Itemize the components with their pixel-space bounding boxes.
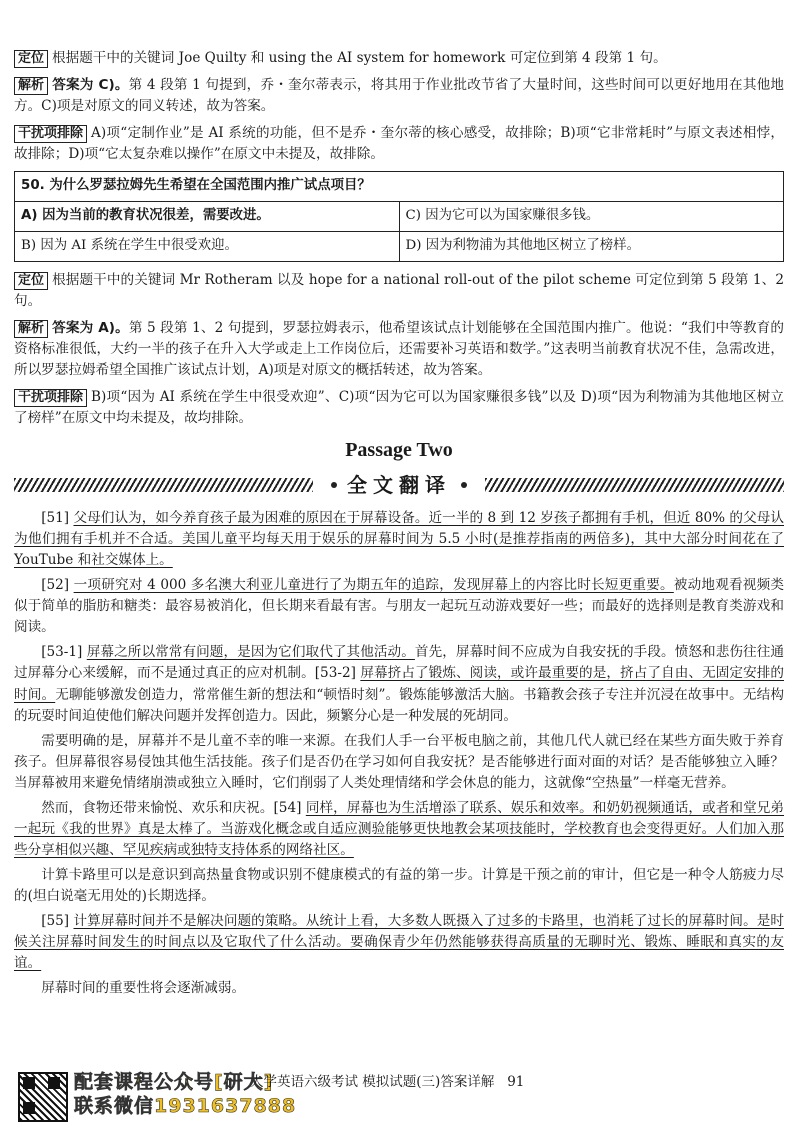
plain-text: 无聊能够激发创造力，常常催生新的想法和“顿悟时刻”。锻炼能够激活大脑。书籍教会孩子专注并沉浸在故事中。无结构的玩耍时间迫使他们解决问题并发挥创造力。因此，频繁分心是一种发展的死胡同。 <box>14 686 784 724</box>
watermark-line-2: 联系微信1931637888 <box>74 1095 297 1117</box>
q50-analysis <box>14 318 784 381</box>
plain-text: 首先，屏幕时间不应成为自我安抚的手段。愤怒和悲伤往往通过屏幕分心来缓解，而不是通过真正的应对机制。 <box>14 644 784 682</box>
option-b: B) 因为 AI 系统在学生中很受欢迎。 <box>15 231 400 261</box>
underlined-text: 计算屏幕时间并不是解决问题的策略。从统计上看，大多数人既摄入了过多的卡路里，也消耗了过长的屏幕时间。是时候关注屏幕时间发生的时间点以及它取代了什么活动。要确保青少年仍然能够获得高质量的无聊时光、锻炼、睡眠和真实的友谊。 <box>14 913 785 972</box>
distract-tag: 干扰项排除 <box>14 389 87 407</box>
footer-title: 大学英语六级考试 模拟试题(三)答案详解 <box>250 1074 495 1090</box>
plain-text: 被动地观看视频类似于简单的脂肪和糖类：最容易被消化，但长期来看最有害。与朋友一起玩互动游戏要好一些；而最好的选择则是教育类游戏和阅读。 <box>14 577 784 636</box>
analysis-answer: 答案为 A)。 <box>52 319 129 336</box>
banner-hatch-left <box>14 478 313 492</box>
q50-locate <box>14 270 784 312</box>
ref-marker: [54] <box>273 799 302 816</box>
option-d: D) 因为利物浦为其他地区树立了榜样。 <box>399 231 784 261</box>
locate-tag: 定位 <box>14 50 48 68</box>
page-number: 91 <box>507 1074 525 1090</box>
banner-hatch-right <box>485 478 784 492</box>
underlined-text: 屏幕挤占了锻炼、阅读，或许最重要的是，挤占了自由、无固定安排的时间。 <box>14 665 785 703</box>
page-footer-label <box>250 1072 524 1093</box>
distract-text: A)项“定制作业”是 AI 系统的功能，但不是乔・奎尔蒂的核心感受，故排除；B)项“它非常耗时”与原文表述相悖，故排除；D)项“它太复杂难以操作”在原文中未提及，故排除。 <box>14 125 784 163</box>
q49-analysis <box>14 75 784 117</box>
q49-distract <box>14 123 784 165</box>
translation-paragraph: 屏幕时间的重要性将会逐渐减弱。 <box>41 980 246 997</box>
plain-text: 然而，食物还带来愉悦、欢乐和庆祝。 <box>41 799 274 816</box>
question-50-table <box>14 171 784 261</box>
ref-marker: [52] <box>41 577 70 594</box>
page-footer <box>14 1068 784 1120</box>
underlined-text: 一项研究对 4 000 多名澳大利亚儿童进行了为期五年的追踪，发现屏幕上的内容比时长短更重要。 <box>73 577 674 594</box>
translation-paragraph <box>14 911 784 974</box>
qr-code-icon <box>18 1072 68 1122</box>
analysis-answer: 答案为 C)。 <box>52 77 129 94</box>
translation-body <box>14 508 784 999</box>
translation-paragraph: 计算卡路里可以是意识到高热量食物或识别不健康模式的有益的第一步。计算是干预之前的审计，但它是一种令人筋疲力尽的(坦白说毫无用处的)长期选择。 <box>14 867 784 905</box>
analysis-text: 第 4 段第 1 句提到，乔・奎尔蒂表示，将其用于作业批改节省了大量时间，这些时间可以更好地用在其他地方。C)项是对原文的同义转述，故为答案。 <box>14 77 784 115</box>
underlined-text: 屏幕之所以常常有问题，是因为它们取代了其他活动。 <box>86 644 415 661</box>
banner-center <box>313 470 485 501</box>
translation-paragraph <box>14 798 784 861</box>
question-50-text: 50. 为什么罗瑟拉姆先生希望在全国范围内推广试点项目？ <box>15 172 784 202</box>
q50-distract <box>14 387 784 429</box>
translation-paragraph <box>14 508 784 571</box>
option-c: C) 因为它可以为国家赚很多钱。 <box>399 202 784 232</box>
passage-title: Passage Two <box>345 439 453 462</box>
ref-marker: [55] <box>41 913 70 930</box>
analysis-tag: 解析 <box>14 320 48 338</box>
q49-locate <box>14 48 784 69</box>
distract-text: B)项“因为 AI 系统在学生中很受欢迎”、C)项“因为它可以为国家赚很多钱”以及 D)项“因为利物浦为其他地区树立了榜样”在原文中均未提及，故均排除。 <box>14 388 784 426</box>
translation-paragraph <box>14 642 784 726</box>
distract-tag: 干扰项排除 <box>14 125 87 143</box>
watermark-line-1: 配套课程公众号[研大] <box>74 1071 274 1093</box>
analysis-text: 第 5 段第 1、2 句提到，罗瑟拉姆表示，他希望该试点计划能够在全国范围内推广。他说：“我们中等教育的资格标准很低，大约一半的孩子在升入大学或走上工作岗位后，还需要补习英语和数学。”这表明当前教育状况不佳，急需改进，所以罗瑟拉姆希望全国推广该试点计划，A)项是对原文的概括转述，故为答案。 <box>14 319 784 378</box>
locate-text: 根据题干中的关键词 Mr Rotheram 以及 hope for a national roll-out of the pilot scheme 可定位到第 5 段第 1、2 句。 <box>14 271 784 309</box>
option-a: A) 因为当前的教育状况很差，需要改进。 <box>15 202 400 232</box>
banner-dot-right <box>461 482 467 488</box>
page-content <box>14 48 784 1003</box>
translation-paragraph: 需要明确的是，屏幕并不是儿童不幸的唯一来源。在我们人手一台平板电脑之前，其他几代人就已经在某些方面失败于养育孩子。但屏幕很容易侵蚀其他生活技能。孩子们是否仍在学习如何自我安抚？是否能够进行面对面的对话？是否能够独立入睡？当屏幕被用来避免情绪崩溃或独立入睡时，它们削弱了人类处理情绪和学会休息的能力，这就像“空热量”一样毫无营养。 <box>14 732 784 791</box>
ref-marker: [51] <box>41 510 70 527</box>
ref-marker: [53-1] <box>41 644 83 661</box>
translation-paragraph <box>14 575 784 638</box>
locate-text: 根据题干中的关键词 Joe Quilty 和 using the AI system for homework 可定位到第 4 段第 1 句。 <box>52 50 667 66</box>
underlined-text: 父母们认为，如今养育孩子最为困难的原因在于屏幕设备。近一半的 8 到 12 岁孩子都拥有手机，但近 80% 的父母认为他们拥有手机并不合适。美国儿童平均每天用于娱乐的屏幕时间为 5.5 小时(是推荐指南的两倍多)，其中大部分时间花在了 YouTube 和社交媒体上。 <box>14 510 784 569</box>
banner-title: 全文翻译 <box>347 472 451 497</box>
locate-tag: 定位 <box>14 272 48 290</box>
banner-dot-left <box>331 482 337 488</box>
section-banner <box>14 472 784 498</box>
ref-marker: [53-2] <box>314 665 356 682</box>
underlined-text: 同样，屏幕也为生活增添了联系、娱乐和效率。和奶奶视频通话，或者和堂兄弟一起玩《我的世界》真是太棒了。当游戏化概念或自适应测验能够更快地教会某项技能时，学校教育也会变得更好。人们加入那些分享相似兴趣、罕见疾病或独特支持体系的网络社区。 <box>14 799 785 858</box>
analysis-tag: 解析 <box>14 77 48 95</box>
